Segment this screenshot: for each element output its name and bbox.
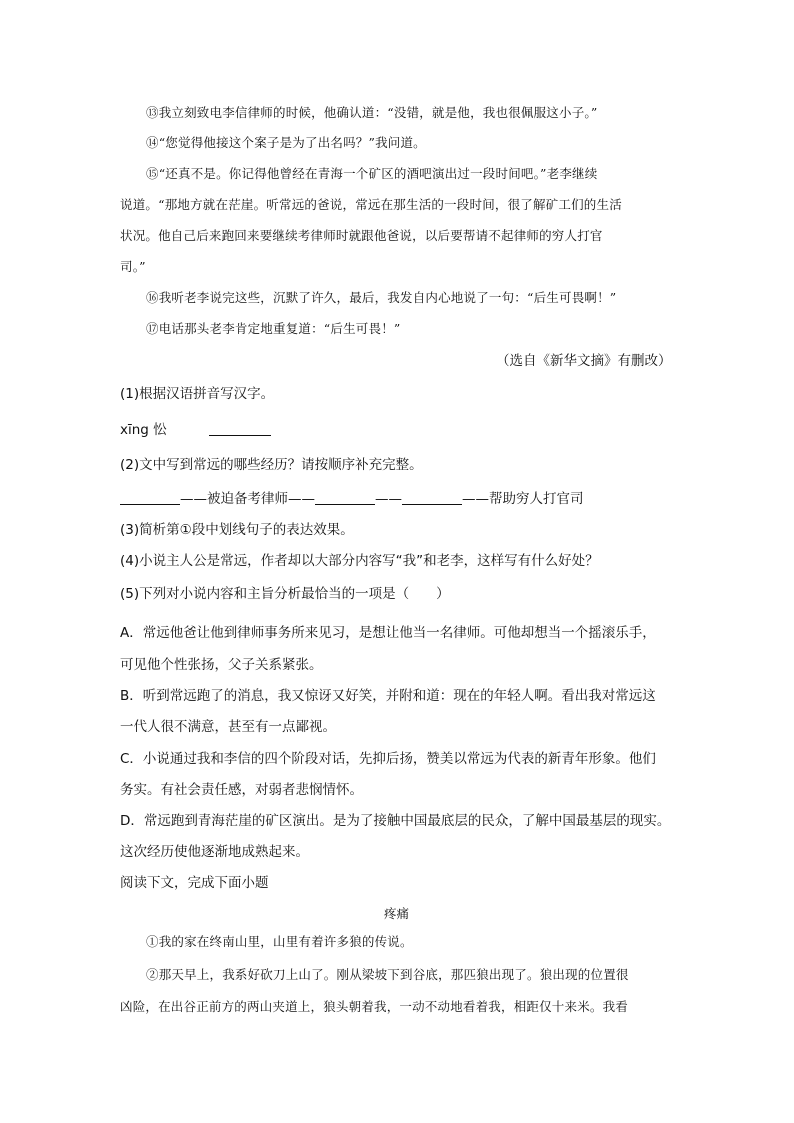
question-5: (5)下列对小说内容和主旨分析最恰当的一项是（ ）	[120, 586, 450, 602]
question-2-separator: ——	[375, 491, 402, 507]
paragraph-15-line-4: 司。”	[120, 259, 146, 274]
question-1-answer-blank[interactable]	[209, 421, 271, 436]
option-d-line-1[interactable]: D．常远跑到青海茫崖的矿区演出。是为了接触中国最底层的民众，了解中国最基层的现实。	[120, 813, 671, 829]
source-citation: （选自《新华文摘》有删改）	[496, 353, 672, 369]
question-2-blank-1[interactable]	[120, 490, 180, 505]
option-a-line-1[interactable]: A．常远他爸让他到律师事务所来见习，是想让他当一名律师。可他却想当一个摇滚乐手，	[120, 625, 656, 641]
question-1: (1)根据汉语拼音写汉字。	[120, 386, 275, 402]
passage-title: 疼痛	[384, 906, 410, 921]
paragraph-13: ⑬我立刻致电李信律师的时候，他确认道：“没错，就是他，我也很佩服这小子。”	[146, 105, 598, 120]
question-2: (2)文中写到常远的哪些经历？请按顺序补充完整。	[120, 457, 423, 473]
option-b-line-1[interactable]: B．听到常远跑了的消息，我又惊讶又好笑，并附和道：现在的年轻人啊。看出我对常远这	[120, 688, 656, 704]
question-2-blank-2[interactable]	[315, 490, 375, 505]
paragraph-15-line-3: 状况。他自己后来跑回来要继续考律师时就跟他爸说，以后要帮请不起律师的穷人打官	[120, 228, 603, 243]
question-1-pinyin-row	[120, 420, 271, 440]
question-2-fill-row	[120, 489, 584, 509]
paragraph-14: ⑭“您觉得他接这个案子是为了出名吗？”我问道。	[146, 135, 426, 150]
paragraph-16: ⑯我听老李说完这些，沉默了许久，最后，我发自内心地说了一句：“后生可畏啊！”	[146, 290, 617, 305]
option-a-line-2: 可见他个性张扬，父子关系紧张。	[120, 657, 323, 673]
option-d-line-2: 这次经历使他逐渐地成熟起来。	[120, 844, 309, 860]
question-2-mid-text: ——被迫备考律师——	[180, 491, 315, 507]
paragraph-17: ⑰电话那头老李肯定地重复道：“后生可畏！”	[146, 321, 401, 336]
option-c-line-2: 务实。有社会责任感，对弱者悲悯情怀。	[120, 782, 363, 798]
passage-2-paragraph-2-line-2: 凶险，在出谷正前方的两山夹道上，狼头朝着我，一动不动地看着我，相距仅十来米。我看	[120, 999, 629, 1014]
passage-2-paragraph-2-line-1: ②那天早上，我系好砍刀上山了。刚从梁坡下到谷底，那匹狼出现了。狼出现的位置很	[146, 967, 629, 982]
passage-2-paragraph-1: ①我的家在终南山里，山里有着许多狼的传说。	[146, 934, 413, 949]
question-2-end-text: ——帮助穷人打官司	[462, 491, 584, 507]
reading-instruction: 阅读下文，完成下面小题	[120, 875, 269, 891]
paragraph-15-line-2: 说道。“那地方就在茫崖。听常远的爸说，常远在那生活的一段时间，很了解矿工们的生活	[120, 197, 622, 212]
question-2-blank-3[interactable]	[402, 490, 462, 505]
question-3: (3)简析第①段中划线句子的表达效果。	[120, 522, 354, 538]
question-1-pinyin: xīng 忪	[120, 422, 167, 438]
question-4: (4)小说主人公是常远，作者却以大部分内容写“我”和老李，这样写有什么好处？	[120, 553, 599, 569]
option-b-line-2: 一代人很不满意，甚至有一点鄙视。	[120, 719, 336, 735]
paragraph-15-line-1: ⑮“还真不是。你记得他曾经在青海一个矿区的酒吧演出过一段时间吧。”老李继续	[146, 166, 598, 181]
option-c-line-1[interactable]: C．小说通过我和李信的四个阶段对话，先抑后扬，赞美以常远为代表的新青年形象。他们	[120, 751, 656, 767]
